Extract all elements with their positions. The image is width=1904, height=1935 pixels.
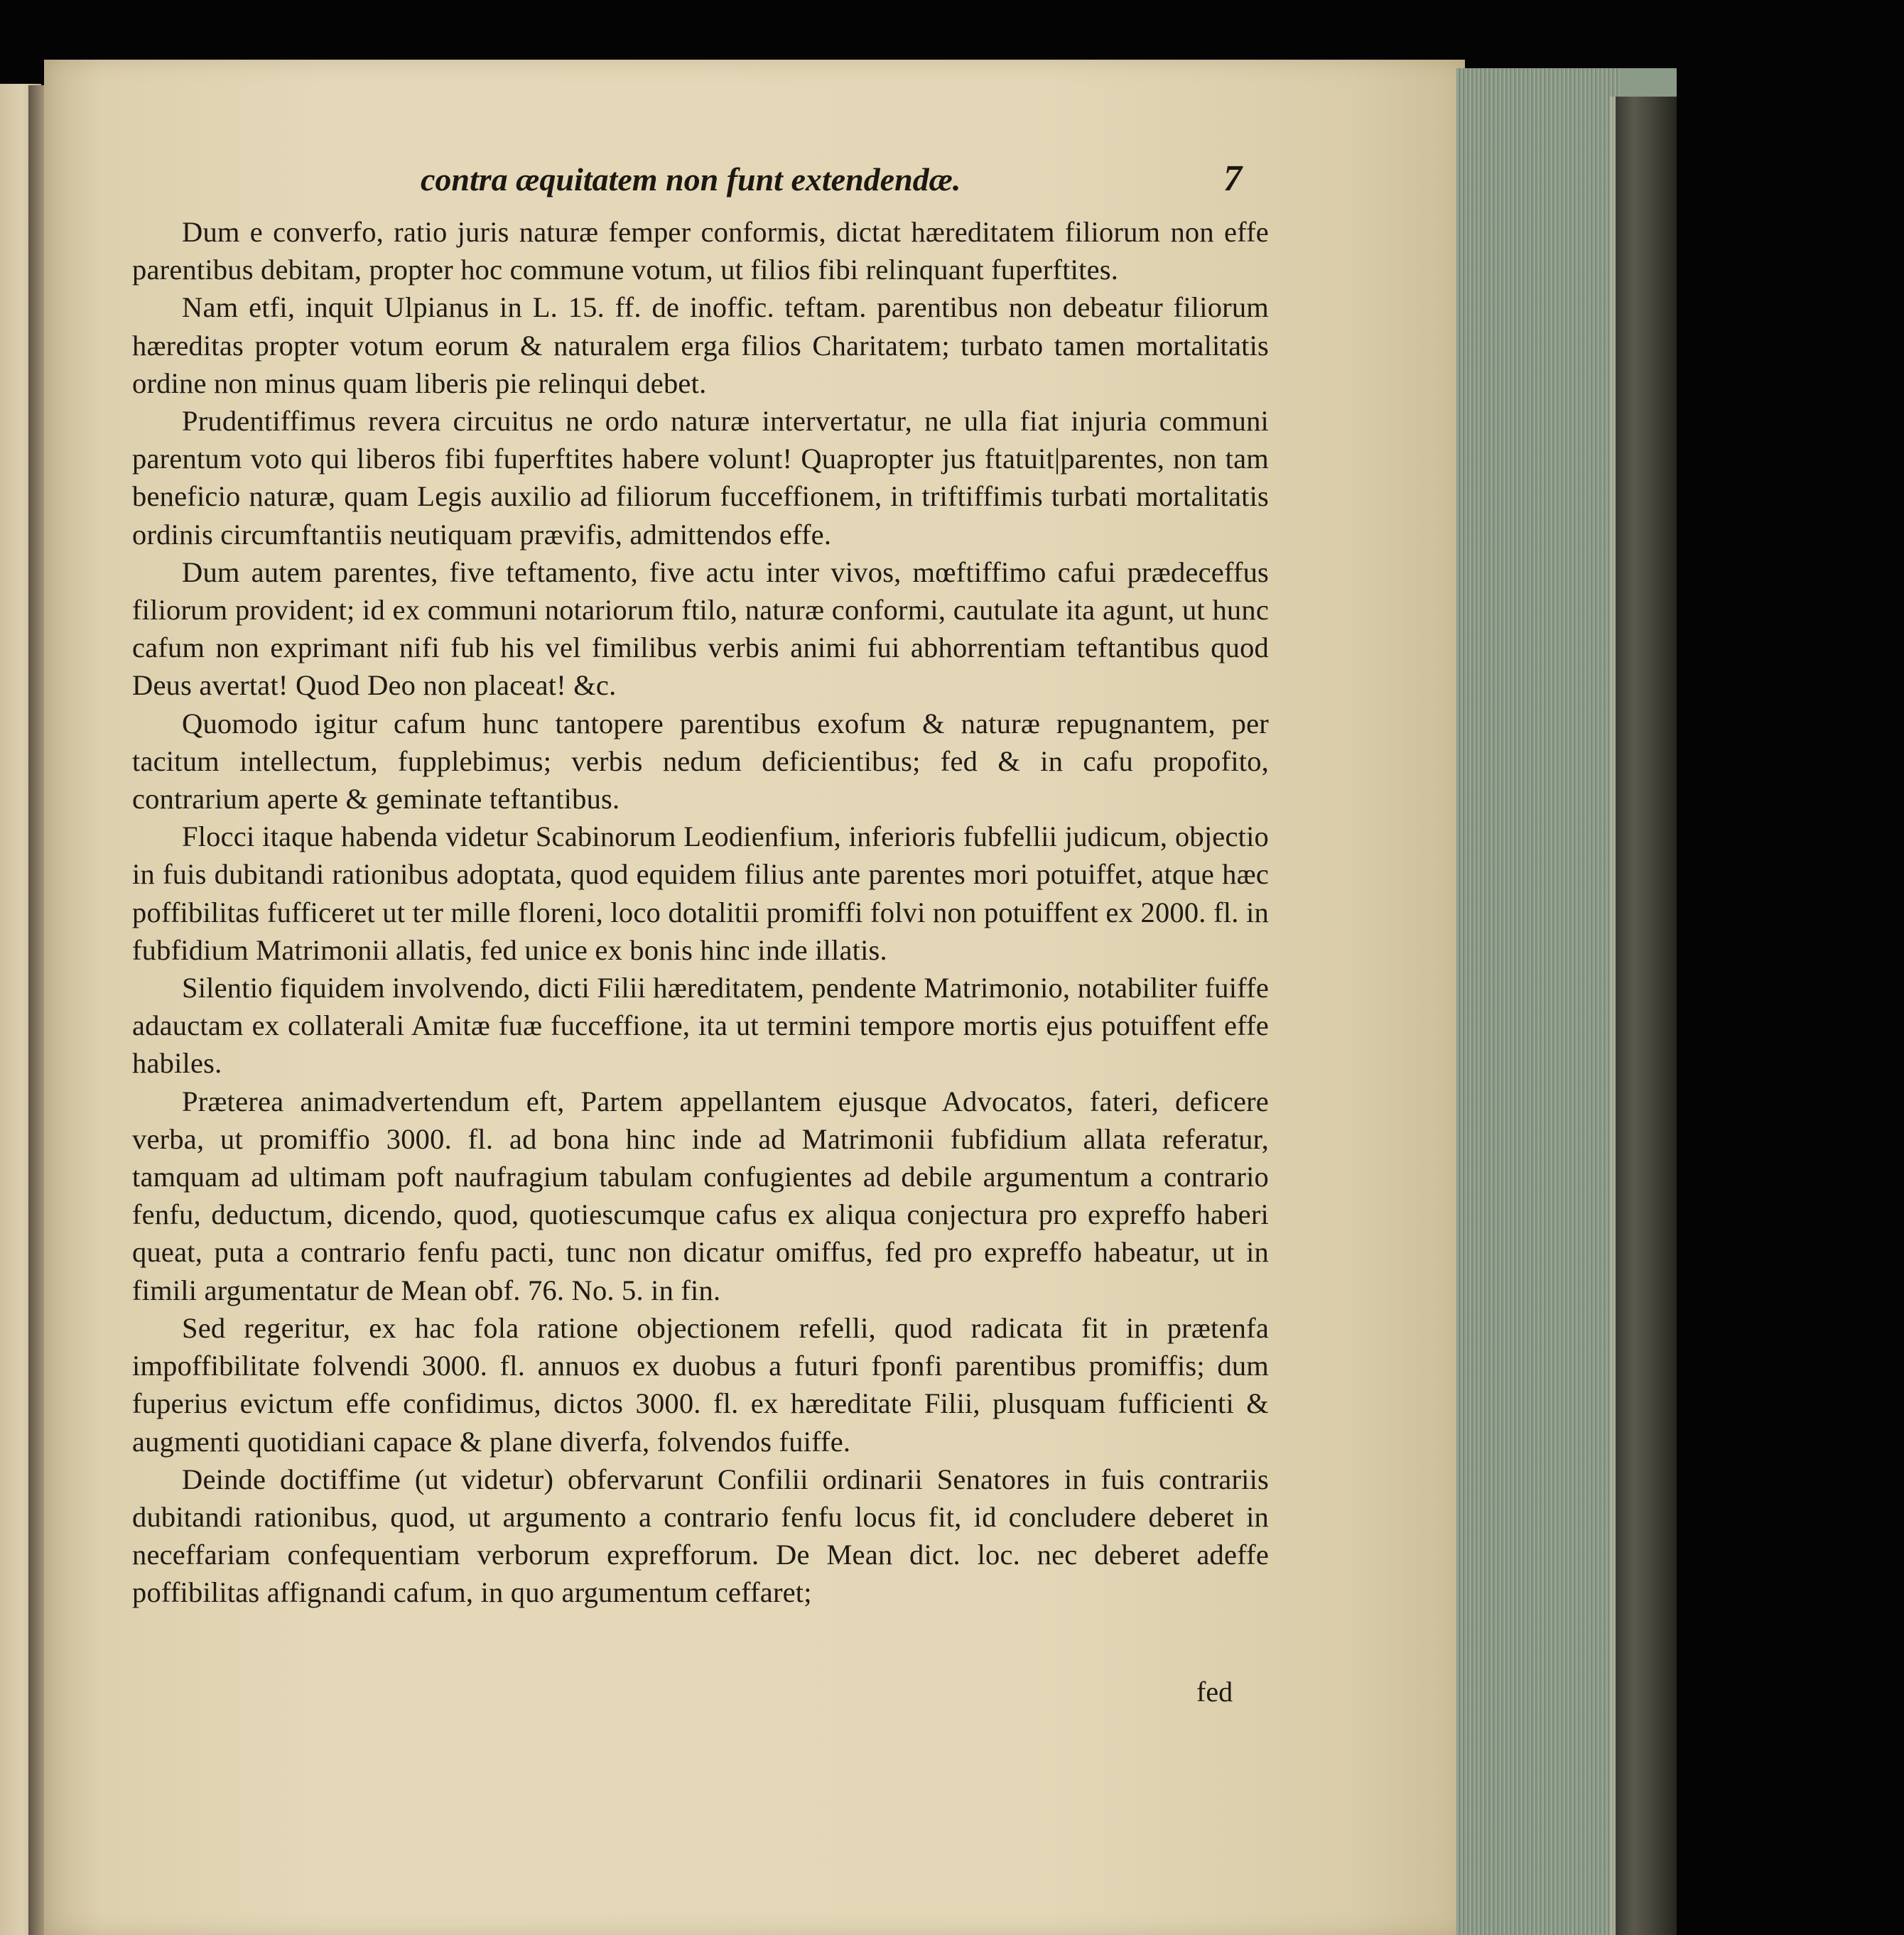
- book-fore-edge: [1456, 68, 1677, 1935]
- paragraph: Dum autem parentes, five teftamento, five actu inter vivos, mœftiffimo cafui prædeceffus filiorum provident; id ex communi notariorum ftilo, naturæ conformi, cautulate ita agunt, ut hunc cafum non exprimant nifi fub his vel fimilibus verbis animi fui abhorrentiam teftantibus quod Deus avertat! Quod Deo non placeat! &c.: [132, 555, 1269, 702]
- paragraph: Prudentiffimus revera circuitus ne ordo naturæ intervertatur, ne ulla fiat injuria communi parentum voto qui liberos fibi fuperftites habere volunt! Quapropter jus ftatuit|parentes, non tam beneficio naturæ, quam Legis auxilio ad filiorum fucceffionem, in triftiffimis turbati mortalitatis ordinis circumftantiis neutiquam prævifis, admittendos effe.: [132, 405, 1269, 551]
- page-leaves: [1456, 68, 1620, 1935]
- paragraph: Præterea animadvertendum eft, Partem appellantem ejusque Advocatos, fateri, deficere verba, ut promiffio 3000. fl. ad bona hinc inde ad Matrimonii fubfidium allata referatur, tamquam ad ultimam poft naufragium tabulam confugientes ad debile argumentum a contrario fenfu, deductum, dicendo, quod, quotiescumque cafus ex aliqua conjectura pro expreffo haberi queat, puta a contrario fenfu pacti, tunc non dicatur omiffus, fed pro expreffo habeatur, ut in fimili argumentatur de Mean obf. 76. No. 5. in fin.: [132, 1085, 1269, 1306]
- running-title: contra æquitatem non funt extendendæ.: [421, 161, 961, 197]
- paragraph: Sed regeritur, ex hac fola ratione objectionem refelli, quod radicata fit in prætenfa impoffibilitate folvendi 3000. fl. annuos ex duobus a futuri fponfi parentibus promiffis; dum fuperius evictum effe confidimus, dictos 3000. fl. ex hæreditate Filii, plusquam fufficienti & augmenti quotidiani capace & plane diverfa, folvendos fuiffe.: [132, 1311, 1269, 1458]
- paragraph: Dum e converfo, ratio juris naturæ femper conformis, dictat hæreditatem filiorum non effe parentibus debitam, propter hoc commune votum, ut filios fibi relinquant fuperftites.: [132, 216, 1269, 286]
- paragraph: Deinde doctiffime (ut videtur) obfervarunt Confilii ordinarii Senatores in fuis contrariis dubitandi rationibus, quod, ut argumento a contrario fenfu locus fit, id concludere deberet in neceffariam confequentiam verborum exprefforum. De Mean dict. loc. nec deberet adeffe poffibilitas affignandi cafum, in quo argumentum ceffaret;: [132, 1463, 1269, 1609]
- running-head: [44, 158, 1252, 210]
- page-number: 7: [1223, 158, 1242, 199]
- paragraph: Nam etfi, inquit Ulpianus in L. 15. ff. de inoffic. teftam. parentibus non debeatur filiorum hæreditas propter votum eorum & naturalem erga filios Charitatem; turbato tamen mortalitatis ordine non minus quam liberis pie relinqui debet.: [132, 291, 1269, 399]
- paragraph: Silentio fiquidem involvendo, dicti Filii hæreditatem, pendente Matrimonio, notabiliter fuiffe adauctam ex collaterali Amitæ fuæ fucceffione, ita ut termini tempore mortis ejus potuiffent effe habiles.: [132, 972, 1269, 1080]
- body-text: [132, 213, 1269, 1612]
- paragraph: Quomodo igitur cafum hunc tantopere parentibus exofum & naturæ repugnantem, per tacitum intellectum, fupplebimus; verbis nedum deficientibus; fed & in cafu propofito, contrarium aperte & geminate teftantibus.: [132, 707, 1269, 815]
- cover-board: [1616, 97, 1677, 1935]
- catchword: fed: [1196, 1676, 1233, 1708]
- paragraph: Flocci itaque habenda videtur Scabinorum Leodienfium, inferioris fubfellii judicum, objectio in fuis dubitandi rationibus adoptata, quod equidem filius ante parentes mori potuiffet, atque hæc poffibilitas fufficeret ut ter mille floreni, loco dotalitii promiffi folvi non potuiffent ex 2000. fl. in fubfidium Matrimonii allatis, fed unice ex bonis hinc inde illatis.: [132, 820, 1269, 966]
